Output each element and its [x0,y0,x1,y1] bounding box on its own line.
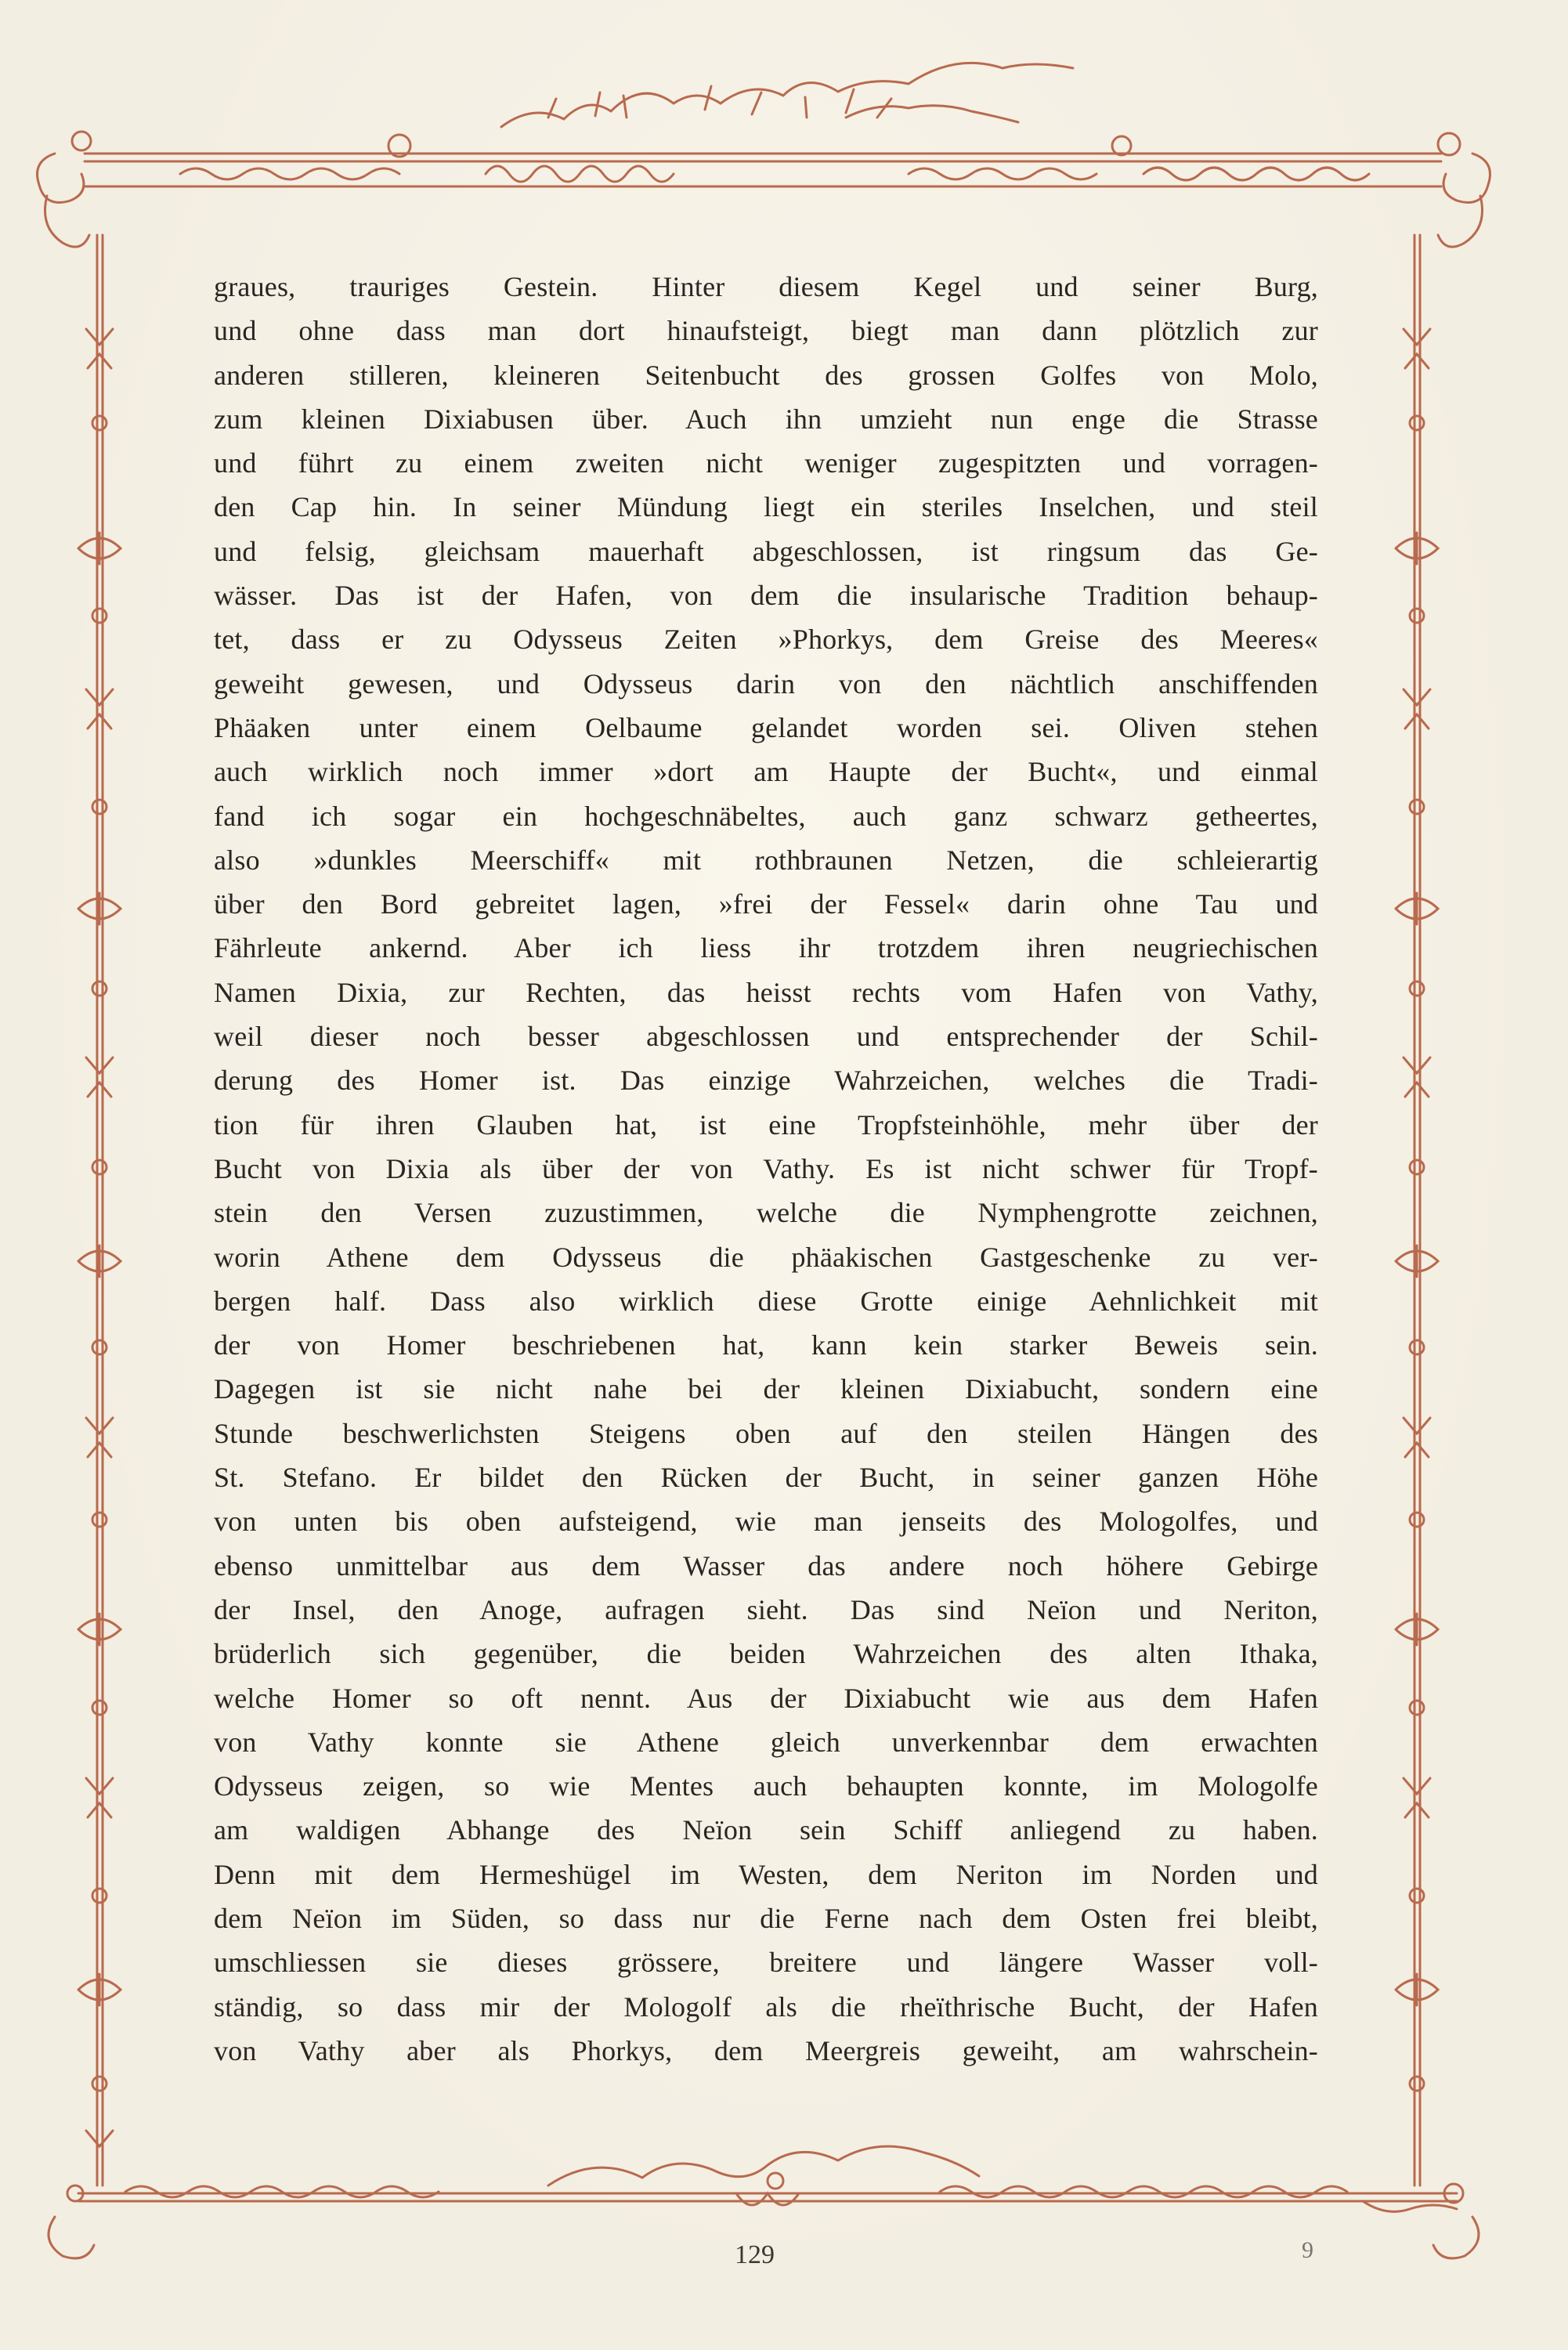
text-line: Denn mit dem Hermeshügel im Westen, dem Neriton im Norden und [214,1858,1318,1890]
text-line: über den Bord gebreitet lagen, »frei der Fessel« darin ohne Tau und [214,888,1318,920]
text-line: weil dieser noch besser abgeschlossen und entsprechender der Schil- [214,1021,1318,1053]
text-line: anderen stilleren, kleineren Seitenbucht des grossen Golfes von Molo, [214,359,1318,391]
text-line: und führt zu einem zweiten nicht weniger zugespitzten und vorragen- [214,447,1318,479]
text-line: von Vathy konnte sie Athene gleich unverkennbar dem erwachten [214,1726,1318,1758]
top-border-ornament [38,63,1490,247]
text-line: Fährleute ankernd. Aber ich liess ihr trotzdem ihren neugriechischen [214,932,1318,964]
text-line: und ohne dass man dort hinaufsteigt, biegt man dann plötzlich zur [214,315,1318,347]
text-line: bergen half. Dass also wirklich diese Grotte einige Aehnlichkeit mit [214,1285,1318,1317]
text-line: fand ich sogar ein hochgeschnäbeltes, auch ganz schwarz getheertes, [214,800,1318,832]
text-line: den Cap hin. In seiner Mündung liegt ein steriles Inselchen, und steil [214,491,1318,523]
text-line: geweiht gewesen, und Odysseus darin von den nächtlich anschiffenden [214,667,1318,700]
text-line: also »dunkles Meerschiff« mit rothbraunen Netzen, die schleierartig [214,844,1318,876]
signature-mark: 9 [1302,2237,1313,2263]
text-line: zum kleinen Dixiabusen über. Auch ihn umzieht nun enge die Strasse [214,403,1318,435]
text-line: ebenso unmittelbar aus dem Wasser das andere noch höhere Gebirge [214,1549,1318,1582]
text-line: Bucht von Dixia als über der von Vathy. Es ist nicht schwer für Tropf- [214,1152,1318,1184]
text-line: am waldigen Abhange des Neïon sein Schiff anliegend zu haben. [214,1814,1318,1846]
text-line: und felsig, gleichsam mauerhaft abgeschlossen, ist ringsum das Ge- [214,535,1318,567]
text-line: worin Athene dem Odysseus die phäakischen Gastgeschenke zu ver- [214,1241,1318,1273]
text-line: tet, dass er zu Odysseus Zeiten »Phorkys, dem Greise des Meeres« [214,624,1318,656]
right-border-ornament [1396,235,1438,2186]
text-line: Phäaken unter einem Oelbaume gelandet worden sei. Oliven stehen [214,711,1318,743]
page-number: 129 [735,2240,775,2269]
text-line: Stunde beschwerlichsten Steigens oben auf den steilen Hängen des [214,1417,1318,1449]
body-text [214,265,1318,2073]
text-line: der von Homer beschriebenen hat, kann kein starker Beweis sein. [214,1329,1318,1361]
text-line: auch wirklich noch immer »dort am Haupte der Bucht«, und einmal [214,756,1318,788]
text-line: umschliessen sie dieses grössere, breitere und längere Wasser voll- [214,1947,1318,1979]
text-line: dem Neïon im Süden, so dass nur die Ferne nach dem Osten frei bleibt, [214,1902,1318,1934]
text-line: welche Homer so oft nennt. Aus der Dixiabucht wie aus dem Hafen [214,1682,1318,1714]
text-line: von Vathy aber als Phorkys, dem Meergreis geweiht, am wahrschein- [214,2034,1318,2066]
text-line: derung des Homer ist. Das einzige Wahrzeichen, welches die Tradi- [214,1065,1318,1097]
left-border-ornament [78,235,121,2186]
text-line: tion für ihren Glauben hat, ist eine Tropfsteinhöhle, mehr über der [214,1108,1318,1141]
text-line: der Insel, den Anoge, aufragen sieht. Das sind Neïon und Neriton, [214,1593,1318,1625]
text-line: graues, trauriges Gestein. Hinter diesem Kegel und seiner Burg, [214,271,1318,302]
text-line: Dagegen ist sie nicht nahe bei der kleinen Dixiabucht, sondern eine [214,1373,1318,1405]
text-line: brüderlich sich gegenüber, die beiden Wahrzeichen des alten Ithaka, [214,1638,1318,1670]
text-line: wässer. Das ist der Hafen, von dem die insularische Tradition behaup- [214,580,1318,612]
text-line: ständig, so dass mir der Mologolf als die rheïthrische Bucht, der Hafen [214,1990,1318,2023]
text-line: von unten bis oben aufsteigend, wie man jenseits des Mologolfes, und [214,1506,1318,1538]
text-line: St. Stefano. Er bildet den Rücken der Bucht, in seiner ganzen Höhe [214,1462,1318,1494]
text-line: Odysseus zeigen, so wie Mentes auch behaupten konnte, im Mologolfe [214,1770,1318,1802]
text-line: Namen Dixia, zur Rechten, das heisst rechts vom Hafen von Vathy, [214,976,1318,1008]
text-line: stein den Versen zuzustimmen, welche die Nymphengrotte zeichnen, [214,1197,1318,1229]
